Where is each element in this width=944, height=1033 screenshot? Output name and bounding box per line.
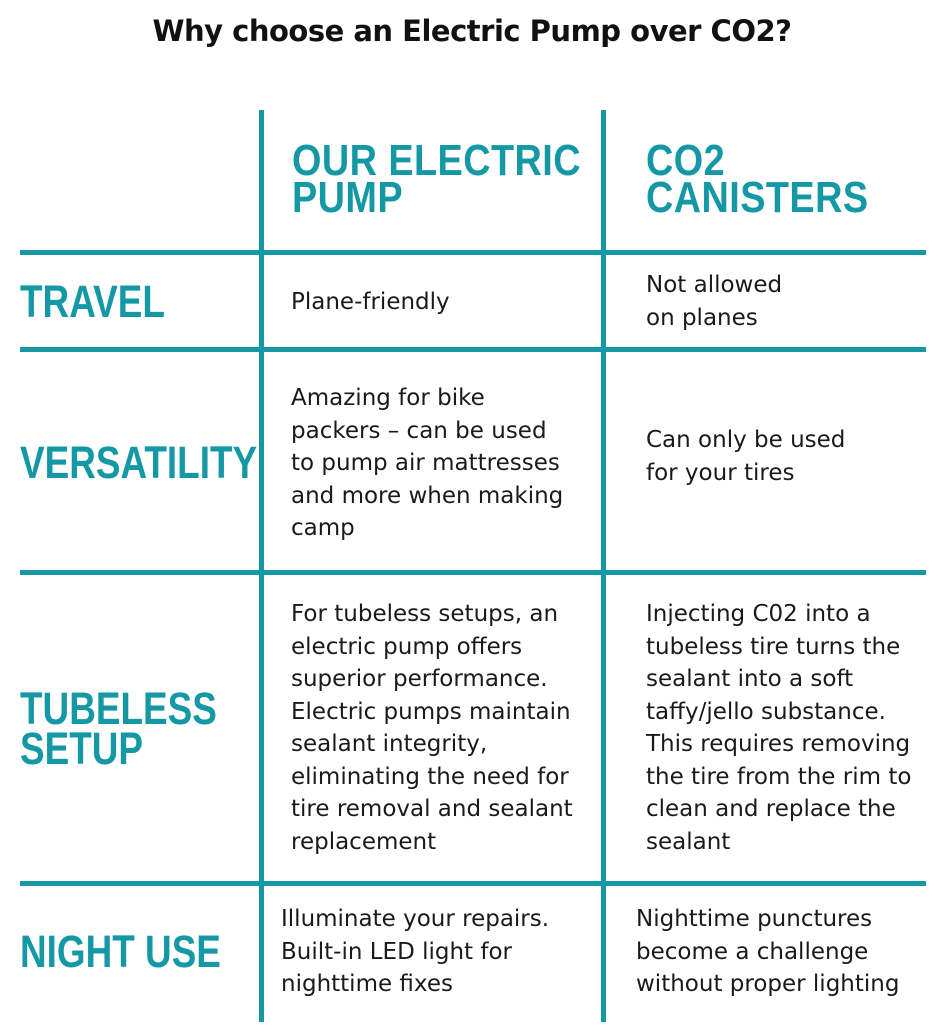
cell-travel-co2: Not allowed on planes (646, 272, 783, 331)
column-header-electric-pump: OUR ELECTRIC PUMP (292, 136, 581, 222)
row-divider-3 (20, 570, 926, 575)
page-title: Why choose an Electric Pump over CO2? (152, 14, 792, 48)
row-label-night-use: NIGHT USE (20, 926, 221, 977)
row-divider-1 (20, 250, 926, 255)
row-divider-2 (20, 347, 926, 352)
cell-night-use-co2: Nighttime punctures become a challenge without proper lighting (636, 906, 900, 997)
cell-tubeless-co2: Injecting C02 into a tubeless tire turns the sealant into a soft taffy/jello substance. This requires removing the tire from the rim to clean and replace the sealant (646, 601, 912, 855)
cell-versatility-co2: Can only be used for your tires (646, 427, 846, 486)
cell-travel-electric: Plane-friendly (291, 289, 450, 315)
cell-versatility-electric: Amazing for bike packers – can be used to pump air mattresses and more when making camp (291, 385, 564, 541)
row-label-tubeless-setup: TUBELESS SETUP (20, 683, 217, 774)
row-label-versatility: VERSATILITY (20, 437, 258, 488)
column-header-co2-canisters: CO2 CANISTERS (646, 136, 869, 222)
row-label-travel: TRAVEL (20, 276, 165, 327)
cell-night-use-electric: Illuminate your repairs. Built-in LED light for nighttime fixes (281, 906, 550, 997)
row-divider-4 (20, 881, 926, 886)
cell-tubeless-electric: For tubeless setups, an electric pump offers superior performance. Electric pumps maintain sealant integrity, eliminating the need for tire removal and sealant replacement (291, 601, 573, 855)
